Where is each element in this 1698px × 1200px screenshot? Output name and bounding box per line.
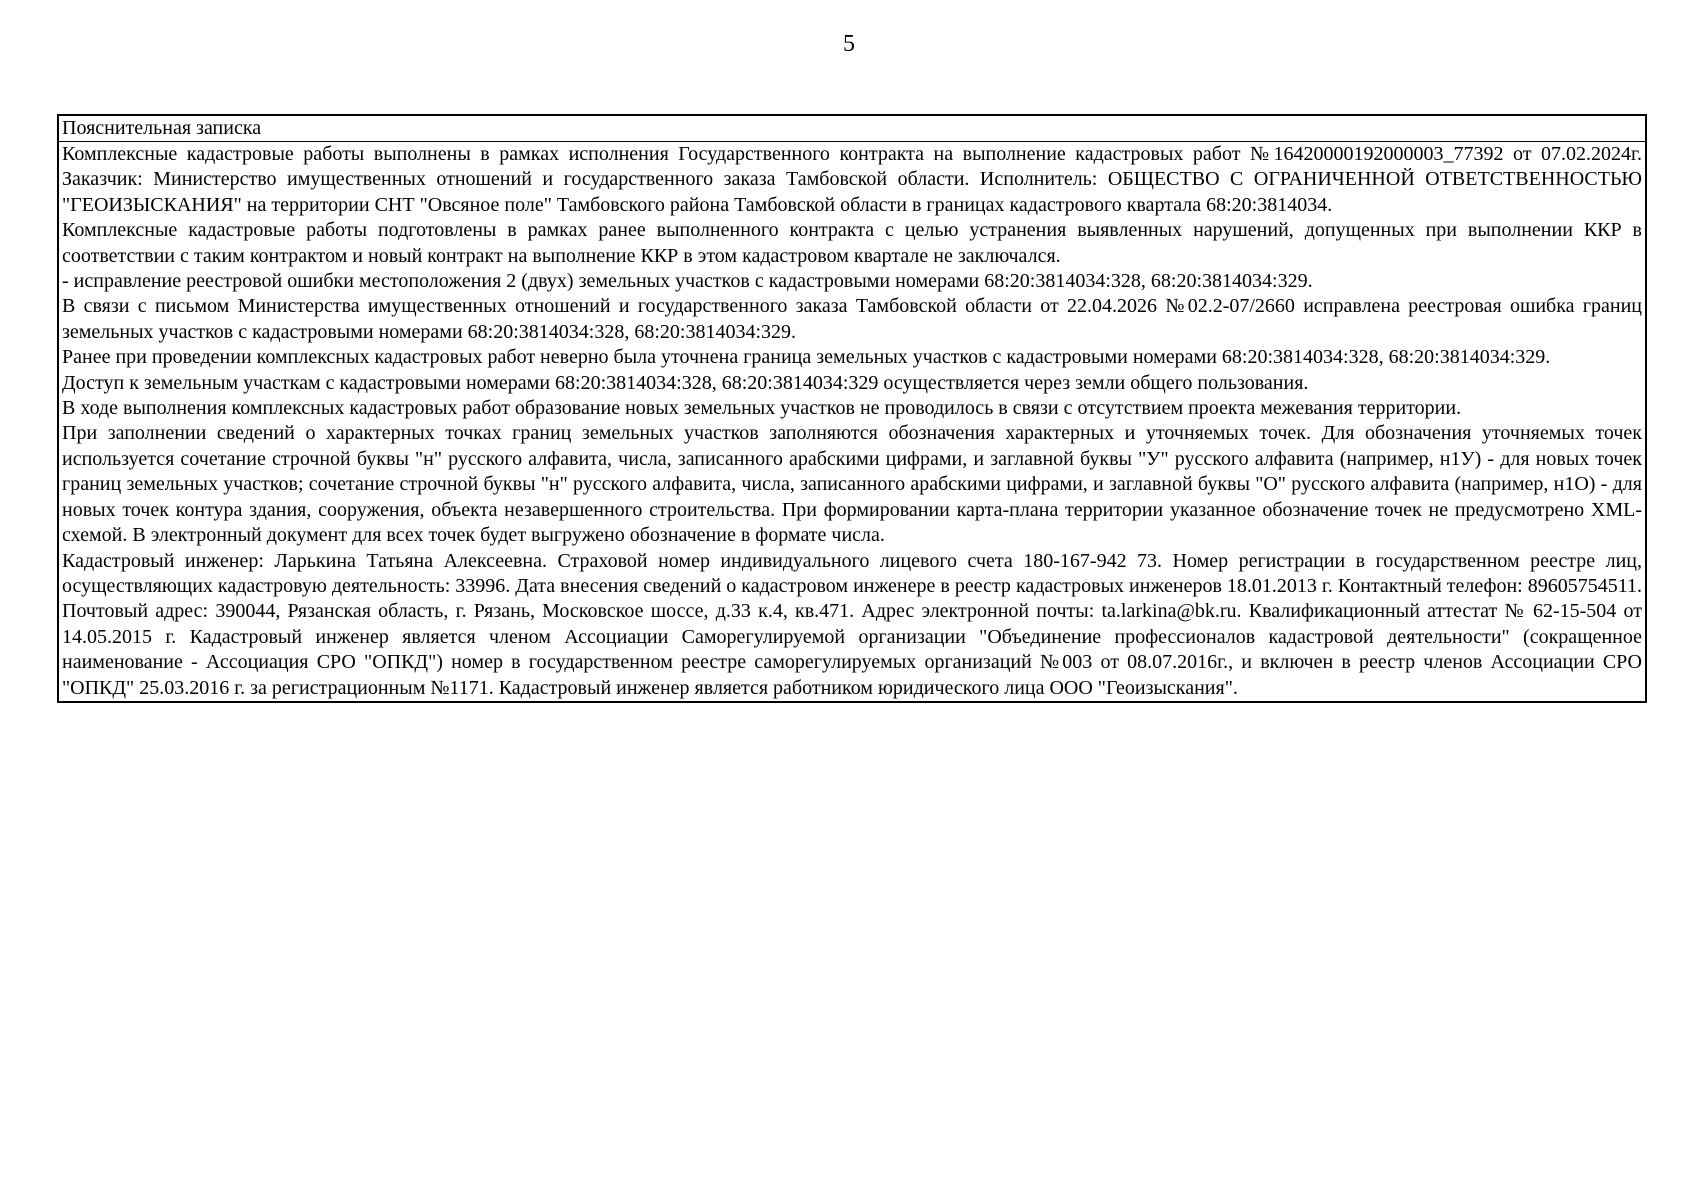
paragraph-no-new-plots: В ходе выполнения комплексных кадастровых работ образование новых земельных участков не проводилось в связи с отсутствием проекта межевания территории.: [62, 397, 1462, 420]
note-body: [59, 142, 1645, 701]
paragraph-boundary-issue: Ранее при проведении комплексных кадастровых работ неверно была уточнена граница земельных участков с кадастровыми номерами 68:20:3814034:328, 68:20:3814034:329.: [62, 346, 1551, 369]
page-number: 5: [843, 31, 855, 57]
note-title: Пояснительная записка: [59, 116, 1645, 142]
paragraph-ministry-letter: В связи с письмом Министерства имущественных отношений и государственного заказа Тамбовской области от 22.04.2026 №02.2-07/2660 исправлена реестровая ошибка границ земельных участков с кадастровыми номерами 68:20:3814034:328, 68:20:3814034:329.: [62, 295, 1642, 343]
paragraph-cadastral-engineer: Кадастровый инженер: Ларькина Татьяна Алексеевна. Страховой номер индивидуального лицевого счета 180-167-942 73. Номер регистрации в государственном реестре лиц, осуществляющих кадастровую деятельность: 33996. Дата внесения сведений о кадастровом инженере в реестр кадастровых инженеров 18.01.2013 г. Контактный телефон: 89605754511. Почтовый адрес: 390044, Рязанская область, г. Рязань, Московское шоссе, д.33 к.4, кв.471. Адрес электронной почты: ta.larkina@bk.ru. Квалификационный аттестат № 62-15-504 от 14.05.2015 г. Кадастровый инженер является членом Ассоциации Саморегулируемой организации "Объединение профессионалов кадастровой деятельности" (сокращенное наименование - Ассоциация СРО "ОПКД") номер в государственном реестре саморегулируемых организаций №003 от 08.07.2016г., и включен в реестр членов Ассоциации СРО "ОПКД" 25.03.2016 г. за регистрационным №1171. Кадастровый инженер является работником юридического лица ООО "Геоизыскания".: [62, 549, 1642, 699]
paragraph-point-designations: При заполнении сведений о характерных точках границ земельных участков заполняются обозначения характерных и уточняемых точек. Для обозначения уточняемых точек используется сочетание строчной буквы "н" русского алфавита, числа, записанного арабскими цифрами, и заглавной буквы "У" русского алфавита (например, н1У) - для новых точек границ земельных участков; сочетание строчной буквы "н" русского алфавита, числа, записанного арабскими цифрами, и заглавной буквы "О" русского алфавита (например, н1О) - для новых точек контура здания, сооружения, объекта незавершенного строительства. При формировании карта-плана территории указанное обозначение точек не предусмотрено XML-схемой. В электронный документ для всех точек будет выгружено обозначение в формате числа.: [62, 422, 1642, 547]
paragraph-contract: Комплексные кадастровые работы выполнены в рамках исполнения Государственного контракта на выполнение кадастровых работ №16420000192000003_77392 от 07.02.2024г. Заказчик: Министерство имущественных отношений и государственного заказа Тамбовской области. Исполнитель: ОБЩЕСТВО С ОГРАНИЧЕННОЙ ОТВЕТСТВЕННОСТЬЮ "ГЕОИЗЫСКАНИЯ" на территории СНТ "Овсяное поле" Тамбовского района Тамбовской области в границах кадастрового квартала 68:20:3814034.: [62, 143, 1642, 216]
paragraph-prior-contract: Комплексные кадастровые работы подготовлены в рамках ранее выполненного контракта с целью устранения выявленных нарушений, допущенных при выполнении ККР в соответствии с таким контрактом и новый контракт на выполнение ККР в этом кадастровом квартале не заключался.: [62, 219, 1642, 267]
explanatory-note-table: [57, 114, 1647, 703]
paragraph-access: Доступ к земельным участкам с кадастровыми номерами 68:20:3814034:328, 68:20:3814034:329 осуществляется через земли общего пользования.: [62, 371, 1309, 394]
paragraph-error-correction: - исправление реестровой ошибки местоположения 2 (двух) земельных участков с кадастровыми номерами 68:20:3814034:328, 68:20:3814034:329.: [62, 270, 1313, 293]
